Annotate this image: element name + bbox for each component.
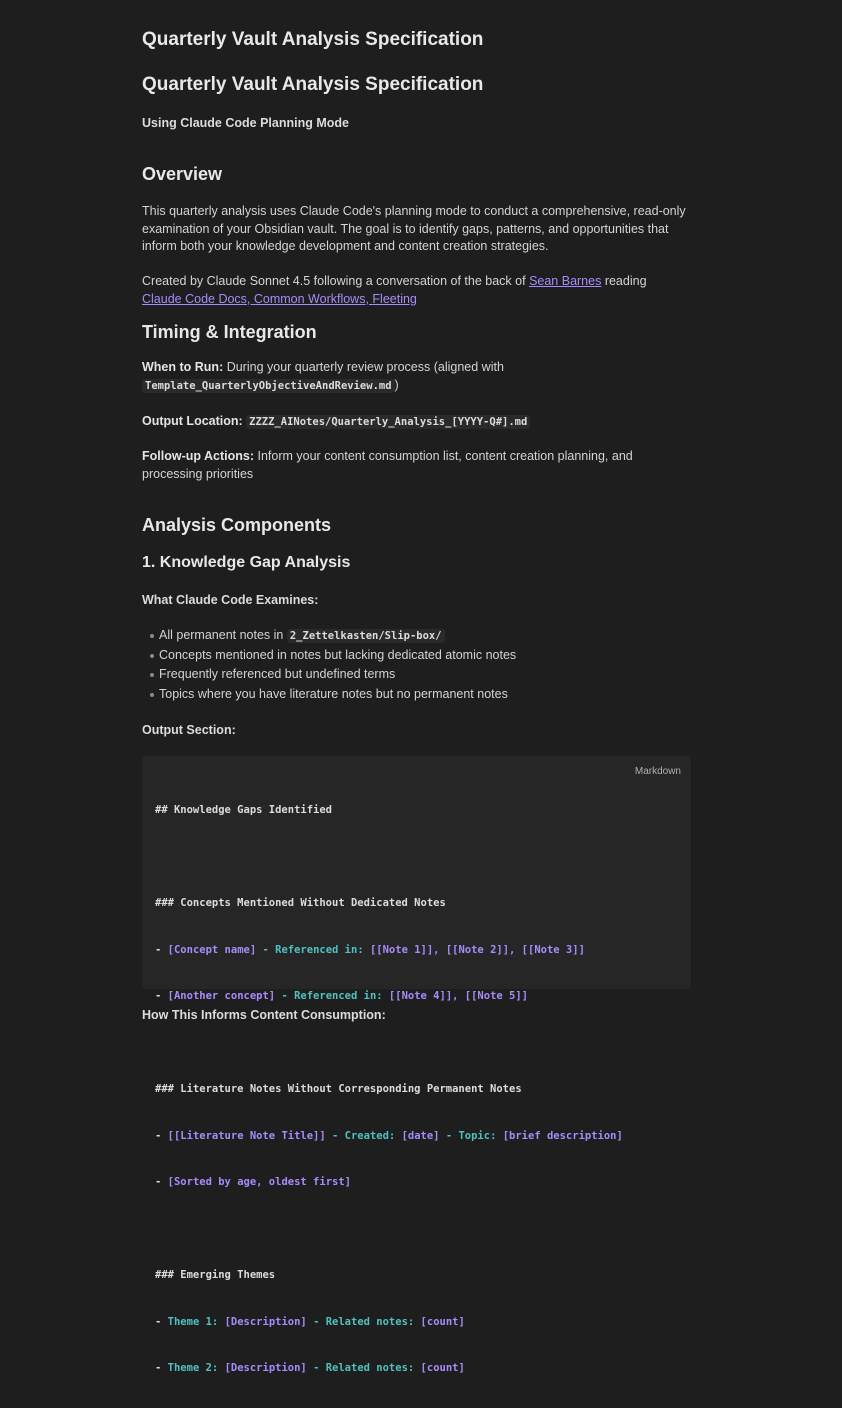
list-item: Concepts mentioned in notes but lacking dedicated atomic notes bbox=[150, 646, 690, 666]
list-item bbox=[150, 626, 690, 646]
credit-paragraph bbox=[142, 273, 687, 308]
code-line: - Theme 1: [Description] - Related notes: [count] bbox=[155, 1315, 465, 1328]
code-line: ### Concepts Mentioned Without Dedicated Notes bbox=[155, 897, 446, 909]
informs-label: How This Informs Content Consumption: bbox=[142, 1008, 386, 1022]
code-line: ## Knowledge Gaps Identified bbox=[155, 804, 333, 816]
code-line: - [Concept name] - Referenced in: [[Note 1]], [[Note 2]], [[Note 3]] bbox=[155, 943, 585, 956]
list-item: Frequently referenced but undefined terms bbox=[150, 665, 690, 685]
code-line: - Theme 2: [Description] - Related notes: [count] bbox=[155, 1362, 465, 1374]
list-item: Topics where you have literature notes but no permanent notes bbox=[150, 685, 690, 705]
page-heading: Quarterly Vault Analysis Specification bbox=[142, 74, 484, 95]
document-title: Quarterly Vault Analysis Specification bbox=[142, 29, 484, 50]
bullet-prefix: All permanent notes in bbox=[159, 628, 287, 642]
code-line-blank bbox=[155, 1222, 623, 1238]
code-line: - [Sorted by age, oldest first] bbox=[155, 1176, 351, 1188]
code-content bbox=[155, 772, 623, 1408]
examines-list bbox=[150, 626, 690, 704]
when-text: During your quarterly review process (aligned with bbox=[223, 360, 504, 374]
output-location bbox=[142, 413, 687, 432]
code-line: - [Another concept] - Referenced in: [[Note 4]], [[Note 5]] bbox=[155, 990, 528, 1002]
examines-label: What Claude Code Examines: bbox=[142, 593, 319, 607]
overview-paragraph: This quarterly analysis uses Claude Code's planning mode to conduct a comprehensive, read-only examination of your Obsidian vault. The goal is to identify gaps, patterns, and opportunities that inform both your knowledge development and content creation strategies. bbox=[142, 204, 686, 253]
template-filename-code: Template_QuarterlyObjectiveAndReview.md bbox=[142, 379, 395, 393]
claude-code-docs-link[interactable]: Claude Code Docs, Common Workflows, Fleeting bbox=[142, 291, 417, 306]
followup-label: Follow-up Actions: bbox=[142, 449, 255, 463]
output-label: Output Location: bbox=[142, 414, 243, 428]
timing-heading: Timing & Integration bbox=[142, 322, 317, 342]
overview-heading: Overview bbox=[142, 164, 223, 184]
code-line-blank bbox=[155, 850, 623, 866]
followup-text: Inform your content consumption list, content creation planning, and processing priorities bbox=[142, 449, 633, 481]
when-close: ) bbox=[394, 377, 399, 392]
slipbox-path-code: 2_Zettelkasten/Slip-box/ bbox=[287, 629, 445, 643]
code-line-blank bbox=[155, 1036, 623, 1052]
code-line: ### Emerging Themes bbox=[155, 1269, 276, 1281]
knowledge-gap-heading: 1. Knowledge Gap Analysis bbox=[142, 554, 351, 571]
subtitle: Using Claude Code Planning Mode bbox=[142, 116, 349, 130]
followup-actions bbox=[142, 448, 687, 483]
code-line: ### Literature Notes Without Corresponding Permanent Notes bbox=[155, 1083, 522, 1095]
code-line: - [[Literature Note Title]] - Created: [date] - Topic: [brief description] bbox=[155, 1129, 623, 1142]
credit-mid: reading bbox=[601, 274, 647, 288]
output-section-label: Output Section: bbox=[142, 723, 236, 737]
sean-barnes-link[interactable]: Sean Barnes bbox=[529, 274, 602, 288]
output-path-code: ZZZZ_AINotes/Quarterly_Analysis_[YYYY-Q#].md bbox=[246, 415, 530, 429]
code-language-label: Markdown bbox=[634, 766, 681, 777]
when-to-run bbox=[142, 359, 687, 395]
when-label: When to Run: bbox=[142, 360, 224, 374]
credit-prefix: Created by Claude Sonnet 4.5 following a conversation of the back of bbox=[142, 274, 530, 288]
analysis-heading: Analysis Components bbox=[142, 515, 332, 535]
